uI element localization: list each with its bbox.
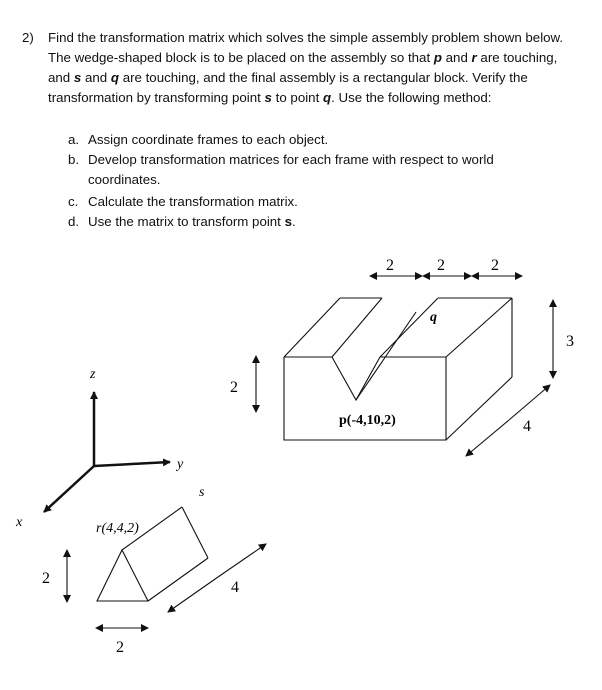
wedge-front-face [97,550,148,601]
stem-var-q2: q [322,90,332,105]
wedge-base-label: 2 [116,639,124,656]
step-var-s: s [284,214,292,229]
step-text-end: . [291,214,296,229]
block-top-right-edge [446,298,512,357]
step-label: d. [68,214,80,229]
wedge-back-edge [182,507,208,558]
stem-var-p: p [433,50,442,65]
step-text-main: Use the matrix to transform point [88,214,285,229]
stem-var-r: r [471,50,477,65]
step-label: c. [68,194,79,209]
block-groove-left-top [332,298,382,357]
wedge-length-label: 4 [231,579,239,596]
world-axes [15,367,184,530]
step-label: b. [68,152,80,167]
block-right-height-label: 3 [566,333,574,350]
wedge-length-arrow-high [218,544,266,577]
step-text: Assign coordinate frames to each object. [88,132,329,147]
block-depth-label: 4 [523,418,531,435]
step-text: Develop transformation matrices for each frame with respect to world coordinates. [88,152,494,187]
stem-text: Find the transformation matrix which solves the simple assembly problem shown below. The wedge-shaped block is to be placed on the assembly so that [48,30,564,65]
wedge-point-r: r(4,4,2) [96,521,139,536]
stem-text: to point [271,90,323,105]
block-point-p: p(-4,10,2) [339,413,396,428]
wedge-height-label: 2 [42,570,50,587]
x-axis-label: x [16,515,23,530]
wedge-length-arrow-low [168,577,218,612]
z-axis-label: z [90,367,96,382]
block-depth-arrow-high [509,385,550,420]
problem-number: 2) [22,30,34,45]
step-label: a. [68,132,80,147]
wedge-bottom-edge [148,558,208,601]
y-axis-label: y [177,457,184,472]
block-bottom-right-edge [446,377,512,440]
stem-text: are touching, and the final assembly is a rectangular block. Verify the transformation by transforming point [48,70,528,105]
stem-var-s: s [73,70,82,85]
grooved-block [284,298,512,440]
block-height-label: 2 [230,379,238,396]
block-top-left-edge [284,298,340,357]
step-text: Calculate the transformation matrix. [88,194,298,209]
top-dim-1-label: 2 [386,257,394,274]
wedge-point-s: s [199,485,205,500]
stem-text: and [81,70,111,85]
stem-var-q: q [110,70,119,85]
top-dim-2-label: 2 [437,257,445,274]
top-dim-3-label: 2 [491,257,499,274]
stem-text: . Use the following method: [331,90,492,105]
stem-var-s2: s [264,90,272,105]
block-depth-arrow-low [466,420,509,456]
stem-text: are touching, and [48,50,558,85]
x-axis [44,466,94,512]
stem-text: and [441,50,472,65]
block-point-q: q [430,310,437,325]
block-groove-right-top [380,298,438,357]
y-axis [94,462,170,466]
